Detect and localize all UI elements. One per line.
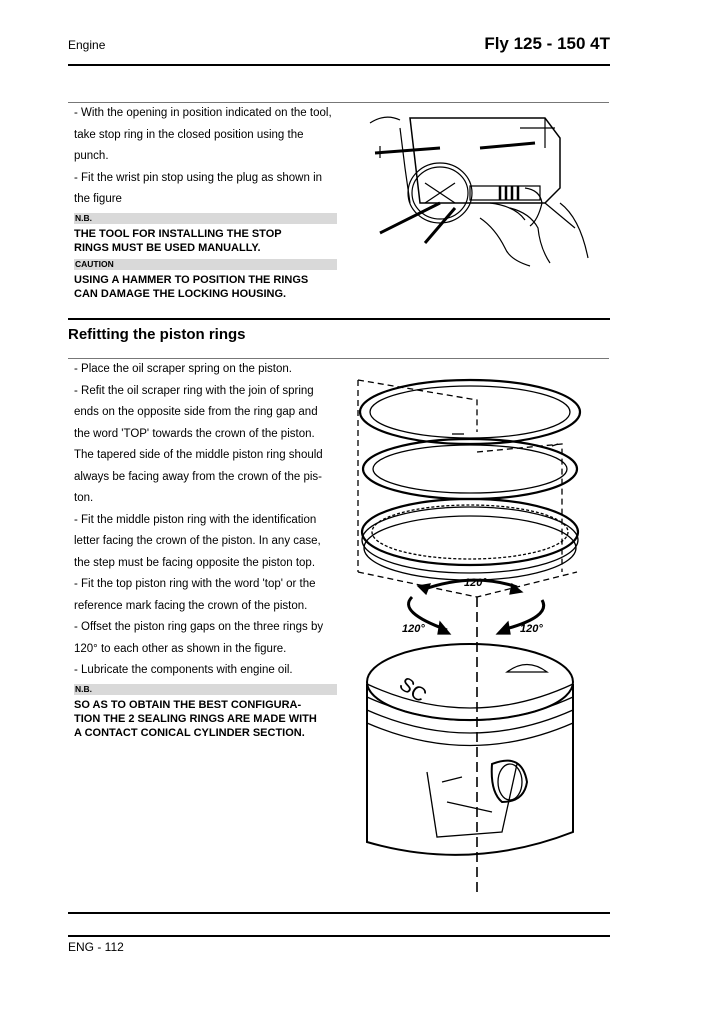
nb-note bbox=[74, 695, 337, 742]
text-line: - Lubricate the components with engine oil. bbox=[74, 664, 293, 676]
footer-rule bbox=[68, 935, 610, 937]
text-line: letter facing the crown of the piston. In any case, bbox=[74, 535, 321, 547]
text-line: - Offset the piston ring gaps on the three rings by bbox=[74, 621, 324, 633]
nb-label: N.B. bbox=[74, 684, 337, 695]
text-line: the figure bbox=[74, 193, 122, 205]
section2-text bbox=[74, 359, 337, 742]
nb-note-line: SO AS TO OBTAIN THE BEST CONFIGURA- bbox=[74, 698, 302, 711]
text-line: - Place the oil scraper spring on the piston. bbox=[74, 363, 292, 375]
text-line: always be facing away from the crown of the pis- bbox=[74, 470, 323, 483]
block1-text bbox=[74, 103, 337, 303]
nb-note-line: TION THE 2 SEALING RINGS ARE MADE WITH bbox=[74, 712, 317, 725]
caution-note-line: CAN DAMAGE THE LOCKING HOUSING. bbox=[74, 287, 287, 300]
angle-label: 120° bbox=[464, 577, 487, 589]
section-title: Refitting the piston rings bbox=[68, 326, 246, 343]
text-line: reference mark facing the crown of the piston. bbox=[74, 599, 308, 612]
nb-note bbox=[74, 224, 337, 257]
caution-note bbox=[74, 270, 337, 303]
footer-rule-top bbox=[68, 912, 610, 914]
page-number: ENG - 112 bbox=[68, 940, 124, 954]
text-line: the word 'TOP' towards the crown of the piston. bbox=[74, 427, 315, 440]
section-rule bbox=[68, 318, 610, 320]
text-line: The tapered side of the middle piston ring should bbox=[74, 449, 323, 461]
angle-label: 120° bbox=[402, 623, 425, 635]
nb-note-line: RINGS MUST BE USED MANUALLY. bbox=[74, 241, 261, 254]
header-section: Engine bbox=[68, 38, 106, 52]
text-line: - Fit the middle piston ring with the identification bbox=[74, 513, 317, 526]
nb-note-line: THE TOOL FOR INSTALLING THE STOP bbox=[74, 227, 282, 240]
header-rule bbox=[68, 64, 610, 66]
piston-mark: SC bbox=[394, 673, 431, 708]
stop-ring-figure bbox=[360, 108, 595, 268]
text-line: punch. bbox=[74, 150, 109, 162]
text-line: ends on the opposite side from the ring gap and bbox=[74, 406, 318, 418]
caution-label: CAUTION bbox=[74, 259, 337, 270]
text-line: - With the opening in position indicated on the tool, bbox=[74, 107, 332, 119]
caution-note-line: USING A HAMMER TO POSITION THE RINGS bbox=[74, 273, 309, 286]
text-line: take stop ring in the closed position using the bbox=[74, 128, 304, 141]
nb-note-line: A CONTACT CONICAL CYLINDER SECTION. bbox=[74, 726, 305, 739]
text-line: the step must be facing opposite the piston top. bbox=[74, 556, 316, 569]
text-line: - Refit the oil scraper ring with the join of spring bbox=[74, 384, 314, 397]
text-line: ton. bbox=[74, 492, 94, 504]
text-line: - Fit the wrist pin stop using the plug as shown in bbox=[74, 171, 323, 184]
text-line: 120° to each other as shown in the figure. bbox=[74, 642, 287, 655]
angle-label: 120° bbox=[520, 623, 543, 635]
nb-label: N.B. bbox=[74, 213, 337, 224]
piston-rings-figure bbox=[352, 372, 592, 897]
header-model: Fly 125 - 150 4T bbox=[484, 34, 610, 53]
text-line: - Fit the top piston ring with the word 'top' or the bbox=[74, 578, 316, 590]
